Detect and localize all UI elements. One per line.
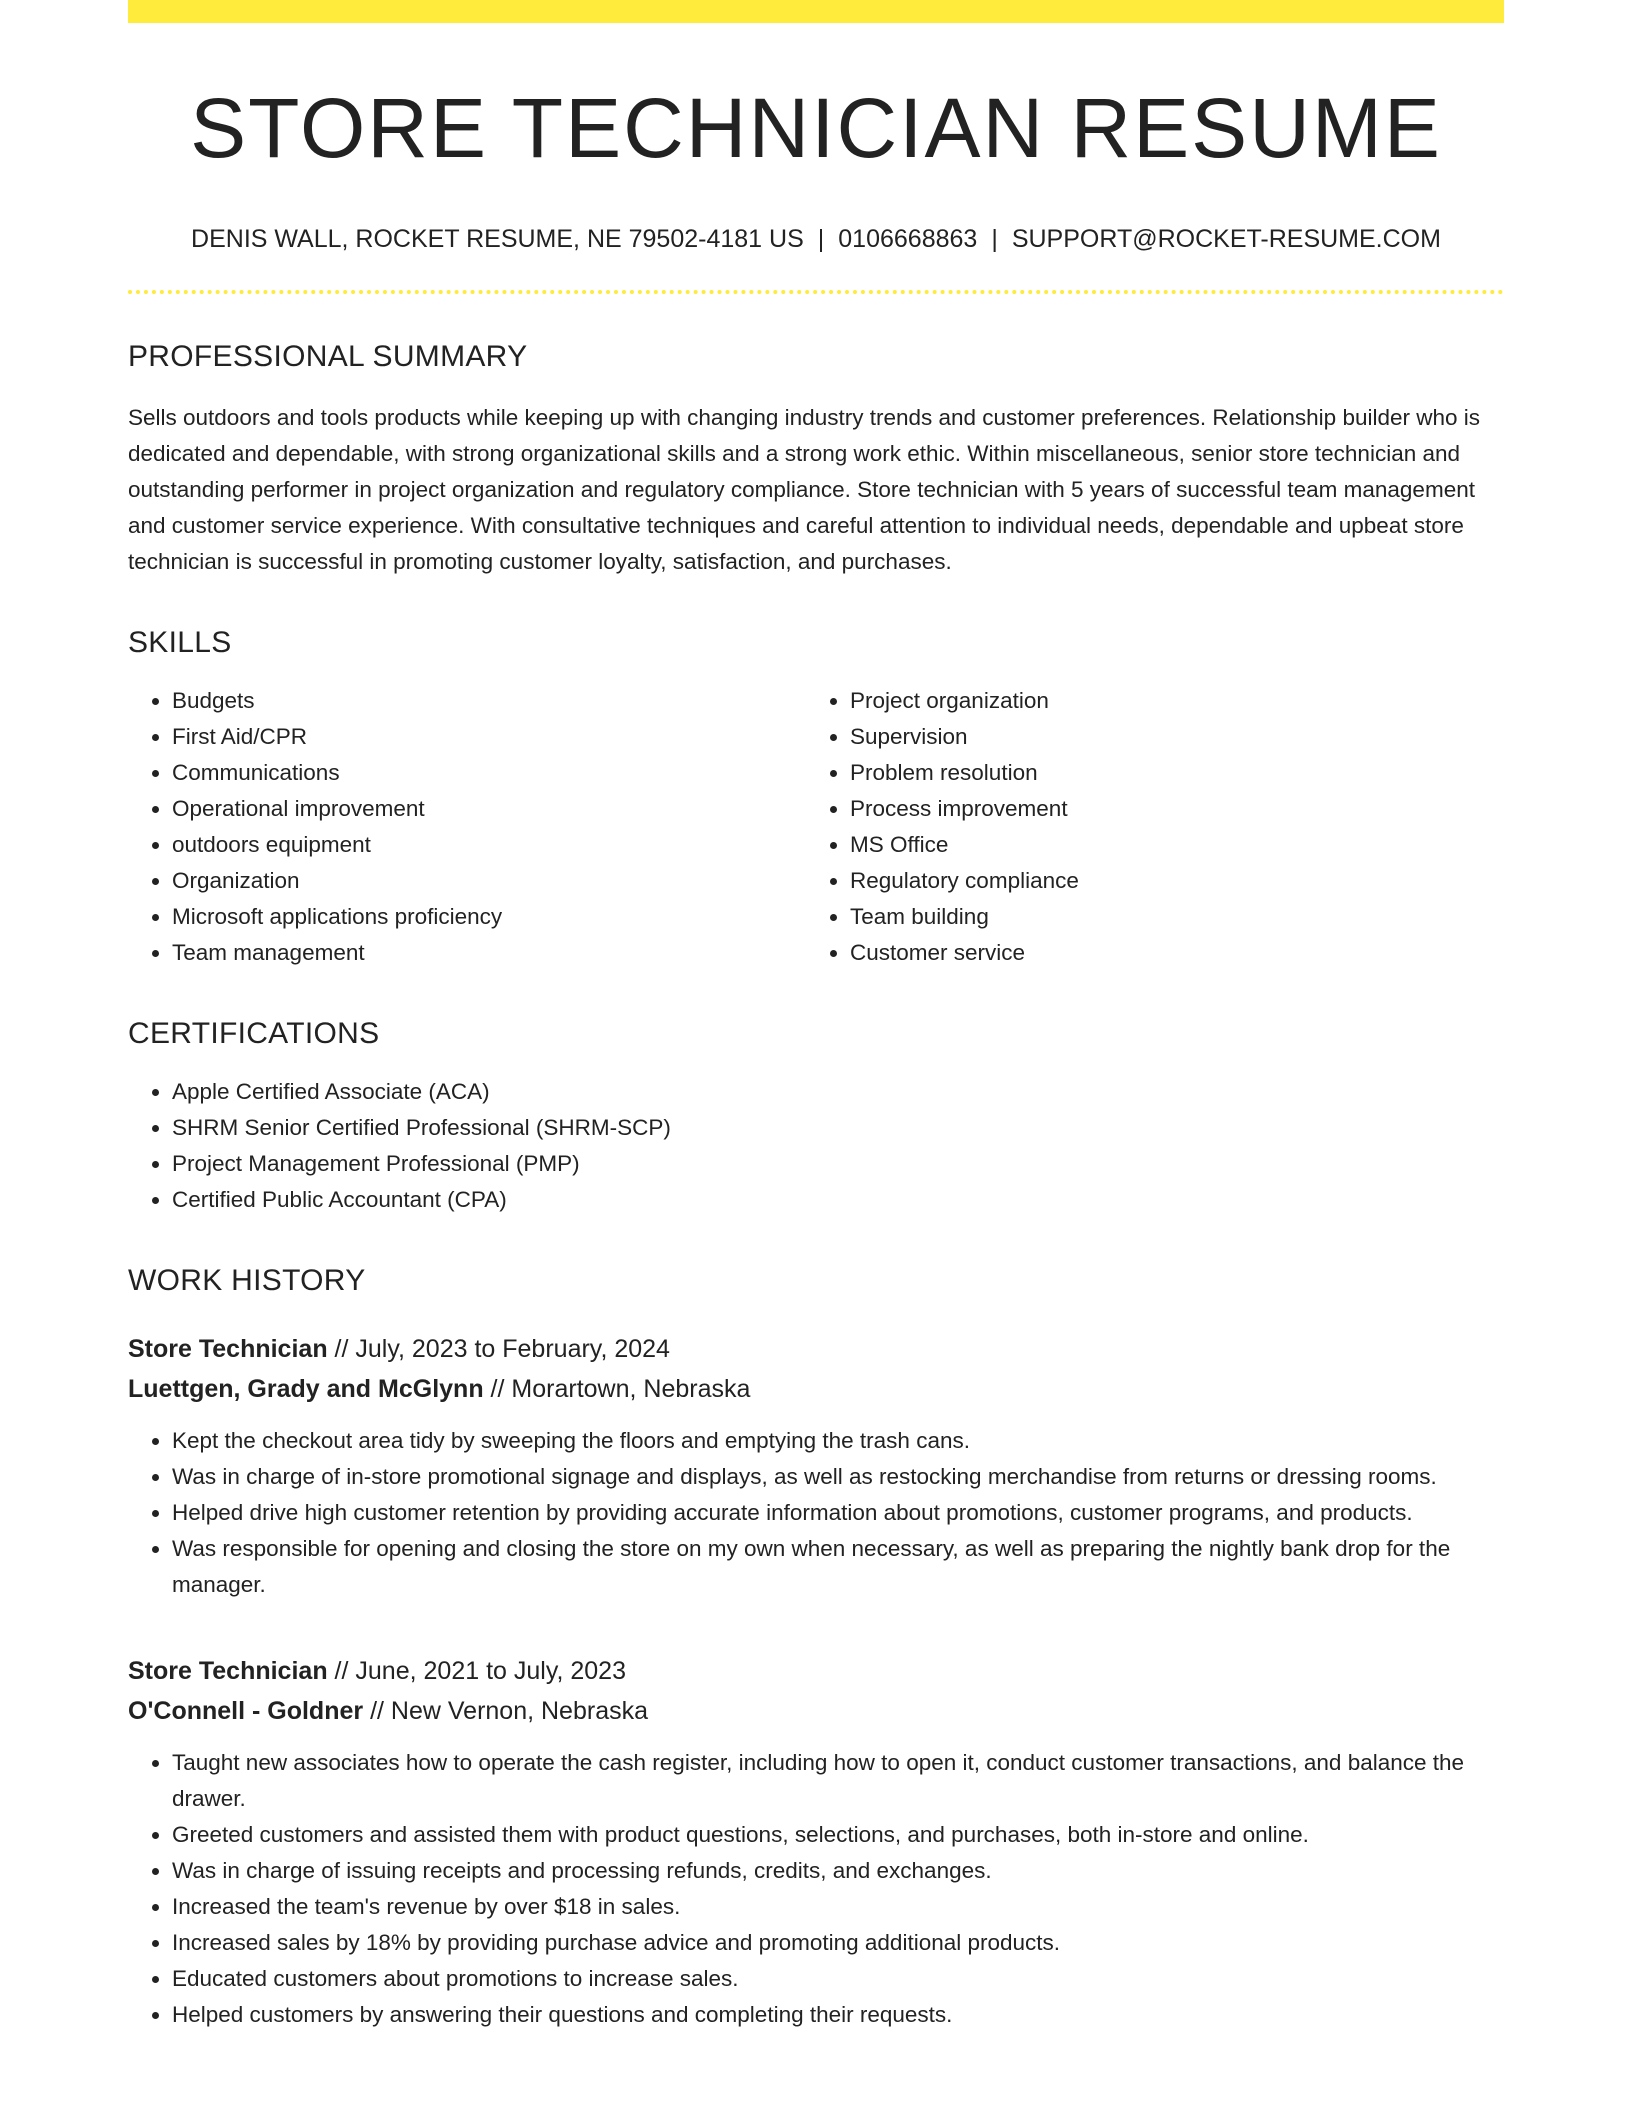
job-duties-list — [128, 1745, 1504, 2033]
resume-page — [128, 0, 1504, 2033]
skill-item: • Supervision — [850, 719, 1504, 755]
dotted-divider — [128, 290, 1504, 294]
job-company: O'Connell - Goldner — [128, 1697, 364, 1725]
job-location: New Vernon, Nebraska — [390, 1697, 649, 1725]
job-title: Store Technician — [128, 1657, 328, 1685]
job-duties-list — [128, 1423, 1504, 1603]
contact-line — [128, 227, 1504, 252]
job-company-line — [128, 1369, 1504, 1409]
job-duty: • Was in charge of in-store promotional signage and displays, as well as restocking merchandise from returns or dressing rooms. — [172, 1459, 1504, 1495]
skill-item: • Budgets — [172, 683, 806, 719]
skill-item: • Team building — [850, 899, 1504, 935]
job-duty: • Educated customers about promotions to increase sales. — [172, 1961, 1504, 1997]
work-history-heading: WORK HISTORY — [128, 1264, 366, 1297]
job-separator: // — [490, 1375, 505, 1403]
job-separator: // — [334, 1657, 349, 1685]
certifications-section — [128, 1019, 1504, 1218]
contact-separator: | — [991, 225, 998, 253]
skills-list-left — [128, 683, 806, 971]
certifications-heading: CERTIFICATIONS — [128, 1017, 380, 1050]
certification-item: • Apple Certified Associate (ACA) — [172, 1074, 1504, 1110]
job-duty: • Helped customers by answering their questions and completing their requests. — [172, 1997, 1504, 2033]
job-dates: July, 2023 to February, 2024 — [355, 1335, 670, 1363]
skill-item: • Problem resolution — [850, 755, 1504, 791]
job-duty: • Increased sales by 18% by providing purchase advice and promoting additional products. — [172, 1925, 1504, 1961]
skills-columns — [128, 683, 1504, 971]
skill-item: • Team management — [172, 935, 806, 971]
job-title-line — [128, 1651, 1504, 1691]
job-separator: // — [370, 1697, 384, 1725]
job-entry — [128, 1329, 1504, 1603]
job-title-line — [128, 1329, 1504, 1369]
skill-item: • Operational improvement — [172, 791, 806, 827]
certification-item: • Project Management Professional (PMP) — [172, 1146, 1504, 1182]
accent-top-bar — [128, 0, 1504, 23]
job-location: Morartown, Nebraska — [511, 1375, 751, 1403]
job-company-line — [128, 1691, 1504, 1731]
skill-item: • First Aid/CPR — [172, 719, 806, 755]
skill-item: • Process improvement — [850, 791, 1504, 827]
summary-section — [128, 342, 1504, 580]
job-duty: • Was in charge of issuing receipts and processing refunds, credits, and exchanges. — [172, 1853, 1504, 1889]
skill-item: • MS Office — [850, 827, 1504, 863]
skill-item: • outdoors equipment — [172, 827, 806, 863]
job-duty: • Helped drive high customer retention by providing accurate information about promotions, customer programs, and products. — [172, 1495, 1504, 1531]
skill-item: • Regulatory compliance — [850, 863, 1504, 899]
skills-heading: SKILLS — [128, 626, 232, 659]
job-separator: // — [334, 1335, 349, 1363]
contact-phone: 0106668863 — [838, 225, 978, 253]
certifications-list — [128, 1074, 1504, 1218]
job-dates: June, 2021 to July, 2023 — [355, 1657, 626, 1685]
job-duty: • Greeted customers and assisted them with product questions, selections, and purchases, both in-store and online. — [172, 1817, 1504, 1853]
contact-address: DENIS WALL, ROCKET RESUME, NE 79502-4181 US — [191, 225, 804, 253]
skill-item: • Project organization — [850, 683, 1504, 719]
job-duty: • Kept the checkout area tidy by sweeping the floors and emptying the trash cans. — [172, 1423, 1504, 1459]
contact-email: SUPPORT@ROCKET-RESUME.COM — [1011, 225, 1441, 253]
job-company: Luettgen, Grady and McGlynn — [128, 1375, 484, 1403]
skills-list-right — [806, 683, 1504, 971]
summary-heading: PROFESSIONAL SUMMARY — [128, 340, 528, 373]
contact-separator: | — [817, 225, 825, 253]
skill-item: • Organization — [172, 863, 806, 899]
skill-item: • Communications — [172, 755, 806, 791]
skills-section — [128, 628, 1504, 971]
certification-item: • Certified Public Accountant (CPA) — [172, 1182, 1504, 1218]
job-title: Store Technician — [128, 1335, 328, 1363]
skill-item: • Customer service — [850, 935, 1504, 971]
job-duty: • Was responsible for opening and closing the store on my own when necessary, as well as preparing the nightly bank drop for the manager. — [172, 1531, 1504, 1603]
work-history-section — [128, 1266, 1504, 2033]
job-duty: • Increased the team's revenue by over $18 in sales. — [172, 1889, 1504, 1925]
certification-item: • SHRM Senior Certified Professional (SHRM-SCP) — [172, 1110, 1504, 1146]
resume-title: STORE TECHNICIAN RESUME — [190, 81, 1442, 175]
job-entry — [128, 1651, 1504, 2033]
summary-text: Sells outdoors and tools products while keeping up with changing industry trends and customer preferences. Relationship builder who is dedicated and dependable, with strong organizational skills and a strong work ethic. Within miscellaneous, senior store technician and outstanding performer in project organization and regulatory compliance. Store technician with 5 years of successful team management and customer service experience. With consultative techniques and careful attention to individual needs, dependable and upbeat store technician is successful in promoting customer loyalty, satisfaction, and purchases. — [128, 405, 1481, 574]
job-duty: • Taught new associates how to operate the cash register, including how to open it, conduct customer transactions, and balance the drawer. — [172, 1745, 1504, 1817]
skill-item: • Microsoft applications proficiency — [172, 899, 806, 935]
